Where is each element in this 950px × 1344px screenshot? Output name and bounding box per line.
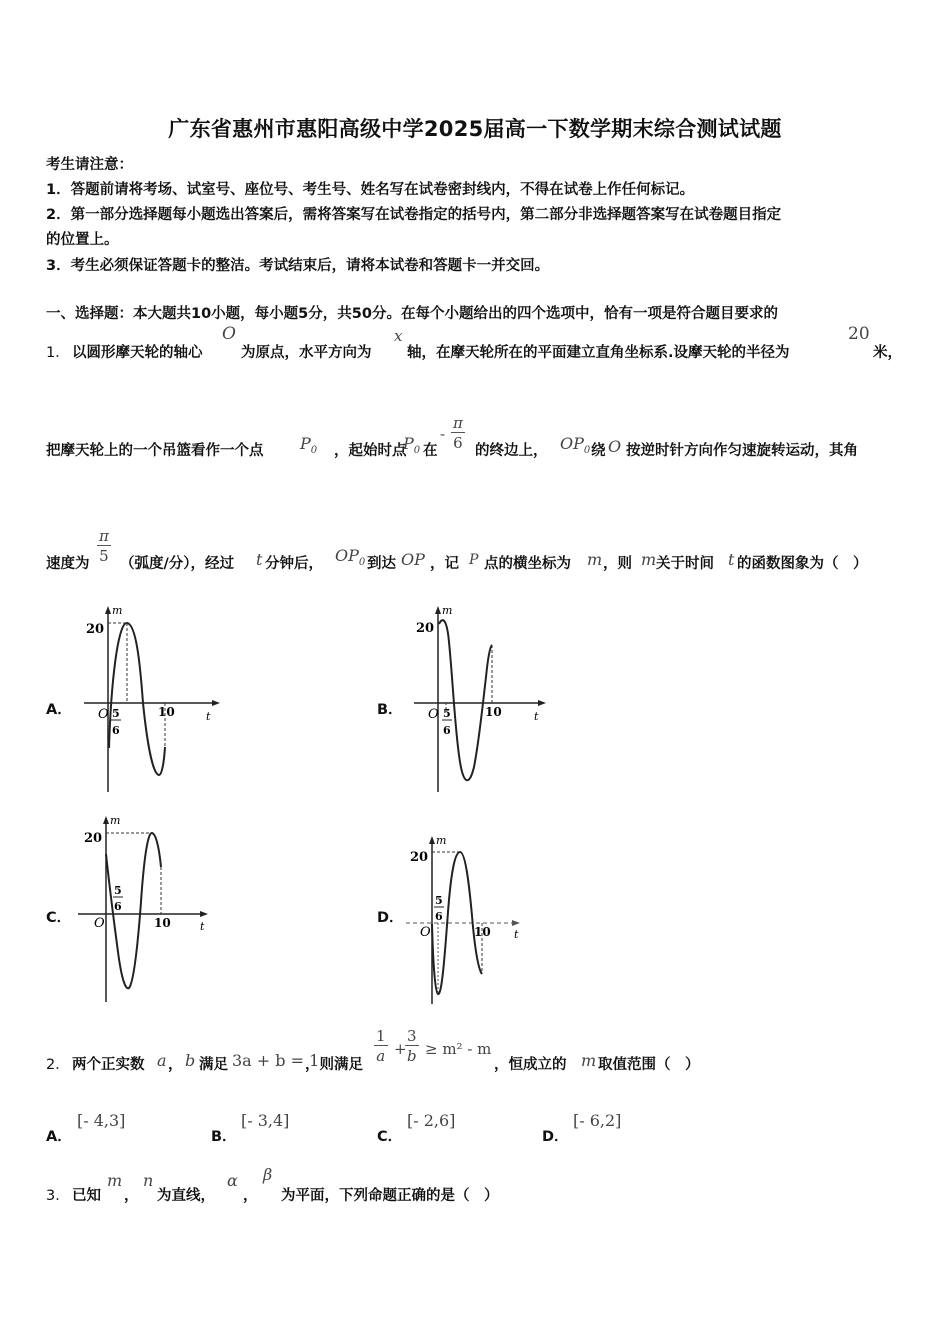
axis-label-m: m	[112, 604, 123, 617]
q2-text: ，	[168, 1057, 183, 1073]
fraction-numerator: 5	[112, 707, 120, 720]
q2-plus: +	[394, 1040, 407, 1058]
q1-text: ，记	[430, 556, 459, 572]
q1-vector-OP0: $OP_0$	[560, 434, 591, 457]
q1-vector-OP: OP	[401, 550, 425, 569]
notice-item: 3．考生必须保证答题卡的整洁。考试结束后，请将本试卷和答题卡一并交回。	[46, 258, 550, 274]
fraction-numerator: 5	[114, 884, 122, 897]
q1-text: 速度为	[46, 556, 90, 572]
q3-text: 已知	[72, 1188, 101, 1204]
q1-text: 在	[423, 443, 438, 459]
notice-item: 2．第一部分选择题每小题选出答案后，需将答案写在试卷指定的括号内，第二部分非选择题答案写在试卷题目指定	[46, 207, 782, 223]
tick-label-10: 10	[485, 705, 502, 719]
q1-number: 1．	[46, 345, 70, 361]
q2-fraction-1-over-a: $\frac{1}{a}$	[376, 1027, 386, 1065]
q2-fraction-3-over-b: $\frac{3}{b}$	[406, 1027, 417, 1065]
q1-text: 分钟后，	[265, 556, 323, 572]
y-axis-arrow	[429, 836, 435, 844]
axis-label-t: t	[200, 920, 205, 933]
q1-text: 绕	[591, 443, 606, 459]
curve	[109, 623, 165, 775]
y-axis-arrow	[105, 606, 111, 614]
q1-text: 点的横坐标为	[484, 556, 571, 572]
tick-label-20: 20	[410, 850, 429, 865]
q1-angle-fraction: $\frac{\pi}{6}$	[453, 414, 463, 452]
q1-text: 的函数图象为（ ）	[737, 556, 868, 572]
x-axis-arrow	[200, 911, 208, 917]
fraction-numerator: 5	[435, 894, 443, 907]
q1-text: 关于时间	[656, 556, 714, 572]
q1-speed-fraction: $\frac{\pi}{5}$	[99, 527, 109, 565]
tick-label-10: 10	[474, 925, 491, 939]
q1-symbol-x: x	[394, 327, 403, 345]
y-axis-arrow	[103, 816, 109, 824]
fraction-denominator: 6	[112, 724, 120, 737]
fraction-numerator: 5	[443, 707, 451, 720]
q2-inequality: ≥ m² - m	[425, 1040, 492, 1058]
graph-b[interactable]	[408, 602, 558, 802]
q2-option-b-value[interactable]: [- 3,4]	[241, 1111, 290, 1130]
q1-vector-OP0: $OP_0$	[335, 546, 366, 569]
q1-symbol-O: O	[608, 437, 622, 456]
q3-text: 为直线，	[157, 1188, 215, 1204]
q1-option-d-label[interactable]: D．	[377, 910, 404, 926]
graph-c[interactable]	[72, 812, 222, 1008]
axis-label-t: t	[534, 710, 539, 723]
q2-option-d-label[interactable]: D．	[542, 1129, 569, 1145]
tick-label-20: 20	[416, 621, 435, 636]
axis-label-m: m	[442, 604, 453, 617]
q2-equation: 3a + b = 1	[232, 1051, 320, 1070]
tick-label-20: 20	[84, 831, 103, 846]
origin-label: O	[94, 916, 105, 931]
axis-label-m: m	[436, 834, 447, 847]
q2-text: 两个正实数	[72, 1057, 145, 1073]
q1-symbol-P0: $P_0$	[403, 434, 421, 457]
axis-label-m: m	[110, 814, 121, 827]
q2-symbol-a: a	[157, 1051, 167, 1070]
q2-symbol-m: m	[581, 1051, 597, 1070]
q1-symbol-t: t	[256, 550, 263, 569]
tick-label-20: 20	[86, 622, 105, 637]
q1-text: ，起始时点	[334, 443, 407, 459]
q2-number: 2．	[46, 1057, 70, 1073]
q1-option-a-label[interactable]: A．	[46, 702, 72, 718]
page-title: 广东省惠州市惠阳高级中学2025届高一下数学期末综合测试试题	[168, 117, 782, 141]
x-axis-arrow	[538, 700, 546, 706]
q2-option-c-value[interactable]: [- 2,6]	[407, 1111, 456, 1130]
q2-option-d-value[interactable]: [- 6,2]	[573, 1111, 622, 1130]
q1-symbol-m: m	[587, 550, 603, 569]
curve	[439, 620, 492, 780]
origin-label: O	[98, 707, 109, 722]
tick-label-10: 10	[158, 705, 175, 719]
axis-label-t: t	[206, 710, 211, 723]
q1-text: 轴，在摩天轮所在的平面建立直角坐标系.设摩天轮的半径为	[407, 345, 790, 361]
q2-text: 取值范围（ ）	[598, 1057, 700, 1073]
q3-symbol-m: m	[107, 1171, 123, 1190]
q3-text: ，	[124, 1188, 139, 1204]
q1-symbol-P0: $P_0$	[300, 434, 318, 457]
q1-text: 为原点，水平方向为	[241, 345, 372, 361]
q3-text: 为平面，下列命题正确的是（ ）	[281, 1188, 499, 1204]
q1-text: 把摩天轮上的一个吊篮看作一个点	[46, 443, 264, 459]
q3-number: 3．	[46, 1188, 70, 1204]
q3-symbol-beta: β	[263, 1165, 273, 1184]
section-heading: 一、选择题：本大题共10小题，每小题5分，共50分。在每个小题给出的四个选项中，恰有一项是符合题目要求的	[46, 306, 778, 322]
q3-symbol-alpha: α	[227, 1171, 238, 1190]
q3-text: ，	[243, 1188, 258, 1204]
axis-label-t: t	[514, 928, 519, 941]
graph-d[interactable]	[402, 832, 532, 1008]
q1-option-b-label[interactable]: B．	[377, 702, 403, 718]
graph-a[interactable]	[78, 602, 228, 802]
q1-text: 按逆时针方向作匀速旋转运动，其角	[626, 443, 858, 459]
q1-symbol-P: P	[469, 552, 479, 568]
q3-symbol-n: n	[143, 1171, 154, 1190]
q1-minus-sign: -	[440, 425, 446, 443]
notice-item: 的位置上。	[46, 232, 119, 248]
q1-text: ，则	[603, 556, 632, 572]
q2-option-c-label[interactable]: C．	[377, 1129, 403, 1145]
fraction-denominator: 6	[435, 910, 443, 923]
origin-label: O	[428, 707, 439, 722]
q2-option-b-label[interactable]: B．	[211, 1129, 237, 1145]
q1-symbol-m: m	[641, 550, 657, 569]
fraction-denominator: 6	[114, 900, 122, 913]
origin-label: O	[420, 925, 431, 940]
q2-option-a-label[interactable]: A．	[46, 1129, 72, 1145]
q2-text: ，则满足	[305, 1057, 363, 1073]
q1-text: （弧度/分），经过	[120, 556, 235, 572]
q1-radius: 20	[848, 324, 870, 344]
q2-symbol-b: b	[185, 1051, 196, 1070]
q2-text: ，恒成立的	[494, 1057, 567, 1073]
tick-label-10: 10	[154, 916, 171, 930]
q1-text: 的终边上，	[475, 443, 548, 459]
x-axis-arrow	[512, 920, 520, 926]
q2-text: 满足	[199, 1057, 228, 1073]
y-axis-arrow	[435, 606, 441, 614]
fraction-denominator: 6	[443, 724, 451, 737]
q1-text: 米，	[873, 345, 902, 361]
x-axis-arrow	[212, 700, 220, 706]
q1-symbol-t: t	[728, 550, 735, 569]
q1-text: 到达	[367, 556, 396, 572]
q2-option-a-value[interactable]: [- 4,3]	[77, 1111, 126, 1130]
q1-option-c-label[interactable]: C．	[46, 910, 72, 926]
notice-item: 1．答题前请将考场、试室号、座位号、考生号、姓名写在试卷密封线内，不得在试卷上作任何标记。	[46, 182, 695, 198]
q1-text: 以圆形摩天轮的轴心	[72, 345, 203, 361]
q1-symbol-O: O	[222, 324, 236, 344]
notice-heading: 考生请注意：	[46, 157, 133, 173]
